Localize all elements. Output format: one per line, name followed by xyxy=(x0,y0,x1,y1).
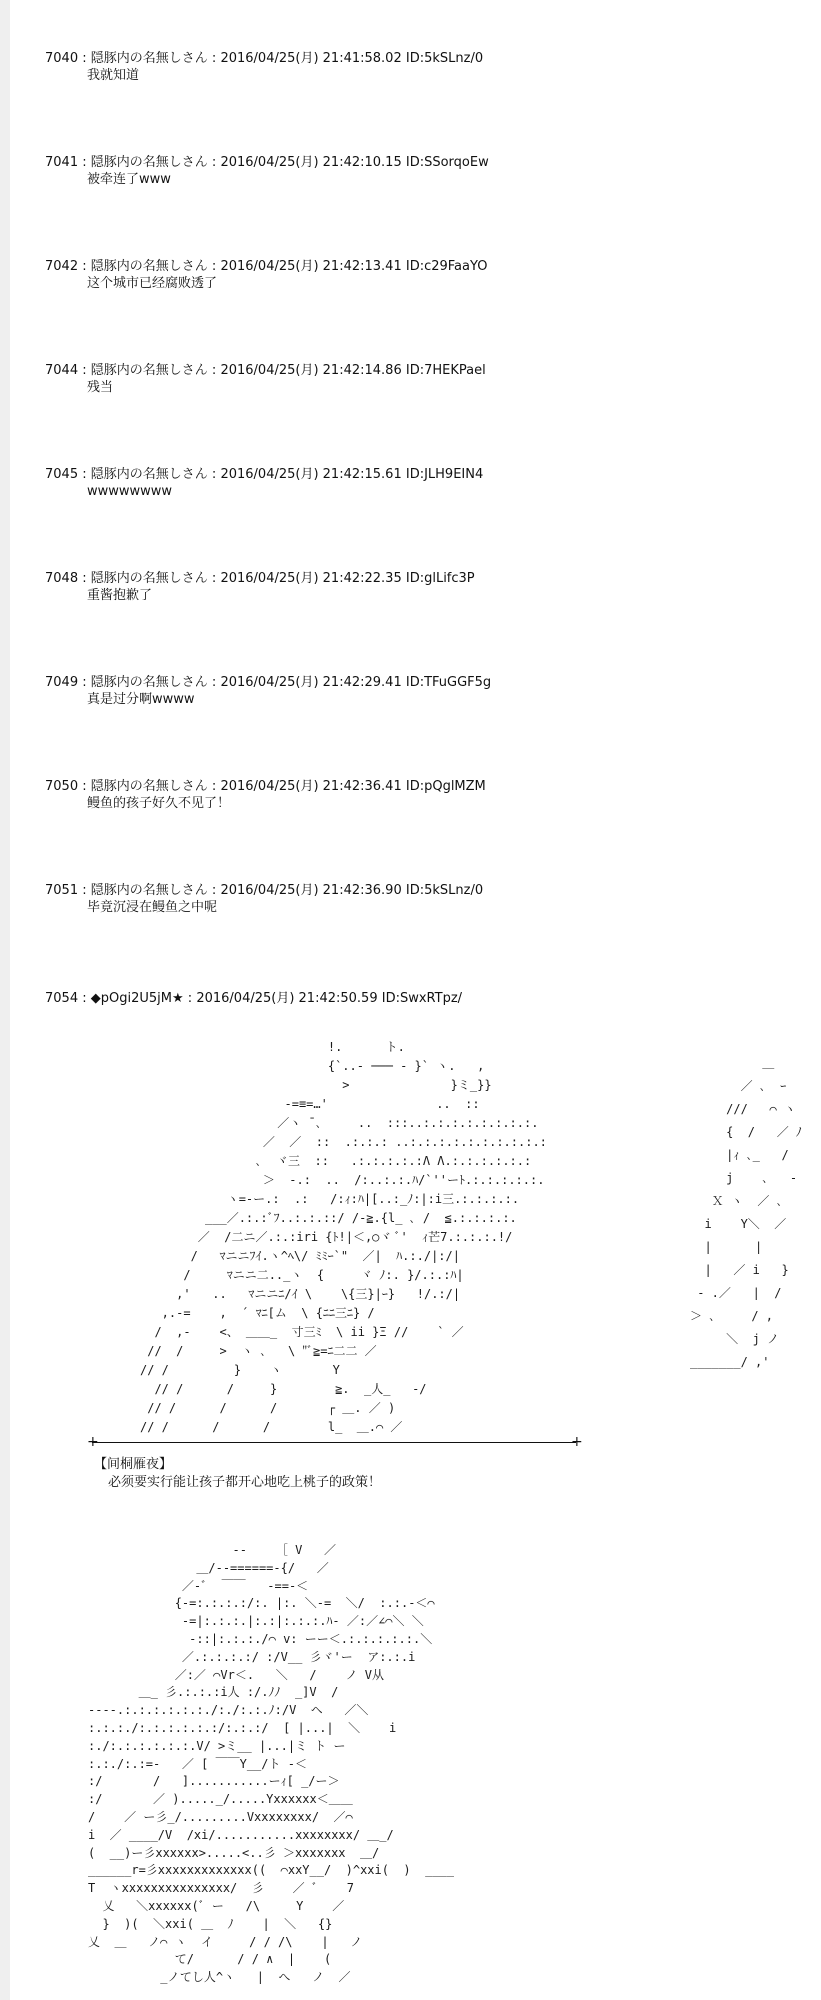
post-header xyxy=(45,362,486,379)
post xyxy=(45,466,483,500)
post-date: 2016/04/25(月) 21:42:13.41 xyxy=(220,259,402,274)
separator: : xyxy=(211,675,217,690)
separator: : xyxy=(82,363,87,378)
op-post-name: ◆pOgi2U5jM★ xyxy=(90,991,184,1006)
separator: : xyxy=(82,51,87,66)
separator: : xyxy=(82,883,87,898)
left-gutter xyxy=(0,0,10,2000)
separator: : xyxy=(211,571,217,586)
separator: : xyxy=(82,155,87,170)
post-body: 这个城市已经腐败透了 xyxy=(87,276,218,291)
op-post xyxy=(45,990,462,1007)
post-id: ID:5kSLnz/0 xyxy=(405,883,484,898)
post-header xyxy=(45,258,487,275)
separator: : xyxy=(211,883,217,898)
post-date: 2016/04/25(月) 21:42:14.86 xyxy=(220,363,402,378)
scale-rule-left-cap: + xyxy=(87,1434,99,1450)
post-date: 2016/04/25(月) 21:42:22.35 xyxy=(220,571,402,586)
separator: : xyxy=(82,675,87,690)
post-header xyxy=(45,882,483,899)
separator: : xyxy=(211,51,217,66)
post-date: 2016/04/25(月) 21:41:58.02 xyxy=(220,51,402,66)
post-name: 隠豚内の名無しさん xyxy=(90,259,208,274)
post-header xyxy=(45,570,475,587)
post-id: ID:JLH9EIN4 xyxy=(405,467,484,482)
post-name: 隠豚内の名無しさん xyxy=(90,675,208,690)
ascii-art-upper-right: ＿ ／ ､ ｰ /// ⌒ ヽ { / ／ ﾉ |ｨ ､_ / j ､ - Ｘ ヽ ／ ､ i Y＼ ／ | | | ／ i } ‐ .／ | / ＞ ､ / , ＼ j ノ _______/ ,' xyxy=(690,1056,802,1369)
post-name: 隠豚内の名無しさん xyxy=(90,51,208,66)
post-number: 7045 xyxy=(45,467,79,482)
op-post-number: 7054 xyxy=(45,991,79,1006)
post-header xyxy=(45,674,491,691)
post-id: ID:pQglMZM xyxy=(405,779,486,794)
op-post-id: ID:SwxRTpz/ xyxy=(381,991,463,1006)
separator: : xyxy=(82,779,87,794)
post-number: 7049 xyxy=(45,675,79,690)
post-date: 2016/04/25(月) 21:42:36.90 xyxy=(220,883,402,898)
separator: : xyxy=(82,467,87,482)
post-header xyxy=(45,778,486,795)
scale-rule-right-cap: + xyxy=(571,1434,583,1450)
scale-rule xyxy=(92,1442,576,1443)
separator: : xyxy=(82,259,87,274)
post-body: 重酱抱歉了 xyxy=(87,588,153,603)
separator: : xyxy=(211,155,217,170)
post-body: 我就知道 xyxy=(87,68,140,83)
post-header xyxy=(45,50,483,67)
op-post-date: 2016/04/25(月) 21:42:50.59 xyxy=(196,991,378,1006)
post-id: ID:c29FaaYO xyxy=(405,259,488,274)
post-number: 7051 xyxy=(45,883,79,898)
post-body: 被牵连了www xyxy=(87,172,171,187)
post-date: 2016/04/25(月) 21:42:29.41 xyxy=(220,675,402,690)
separator: : xyxy=(211,259,217,274)
post-name: 隠豚内の名無しさん xyxy=(90,571,208,586)
post-number: 7044 xyxy=(45,363,79,378)
separator: : xyxy=(187,991,193,1006)
post-number: 7042 xyxy=(45,259,79,274)
post-date: 2016/04/25(月) 21:42:15.61 xyxy=(220,467,402,482)
post-id: ID:SSorqoEw xyxy=(405,155,489,170)
post-body: 残当 xyxy=(87,380,114,395)
ascii-art-upper: !. ト. {`..‐ ─── ‐ }` ヽ. , > }ミ_}} -=≡=…' .. :: ／ヽ ̄ ､ .. :::..:.:.:.:.:.:.:.:. ／ ／ :: .:.:.: ..:.:.:.:.:.:.:.:.:.: ､ ヾ三 :: .:.:.:.:.:Λ Λ.:.:.:.:.:.: ＞ -.: .. /:..:.:.ﾊ/`''ーﾄ.:.:.:.:.:. ヽ=-ー.: .: /:ｨ:ﾊ|[..:_ﾉ:|:i三.:.:.:.:. ___／.:.:ﾞﾌ..:.:.::/ /-≧.{l_ ､ / ≦.:.:.:.:. ／ /二ニ／.:.:iri {ﾄ!|＜,○ヾ ﾞ' ｨ芒7.:.:.:.!/ / ﾏニニﾌｲ.ヽ^ﾍ\/ ﾐﾐｰ`" ／| ﾊ.:./|:/| / ﾏニニ二.._ヽ { ヾ ﾉ:. }/.:.:ﾊ| ,' .. ﾏニニﾆ/ｲ \ \{三}|ｰ} !/.:/| ,.-= , ´ ﾏﾆ[ム \ {ﾆﾆ三ﾆ} / / ,- <、 ＿＿_ 寸三ﾐ \ ii }Ξ // ` ／ // / > ヽ ､ \ "ﾞ≧=ﾆ二二 ／ // / } ヽ Y // / / } ≧. _人_ -/ // / / / ┌ ＿. ／ ) // / / / l_ ＿.⌒ ／ xyxy=(140,1040,547,1434)
post xyxy=(45,778,486,812)
post-id: ID:7HEKPael xyxy=(405,363,486,378)
post-date: 2016/04/25(月) 21:42:36.41 xyxy=(220,779,402,794)
separator: : xyxy=(211,363,217,378)
post-number: 7048 xyxy=(45,571,79,586)
post xyxy=(45,258,487,292)
post-id: ID:TFuGGF5g xyxy=(405,675,492,690)
post-body: 鳗鱼的孩子好久不见了！ xyxy=(87,796,231,811)
op-post-header xyxy=(45,990,462,1007)
post-id: ID:5kSLnz/0 xyxy=(405,51,484,66)
post xyxy=(45,154,489,188)
post-name: 隠豚内の名無しさん xyxy=(90,155,208,170)
post-name: 隠豚内の名無しさん xyxy=(90,363,208,378)
post-date: 2016/04/25(月) 21:42:10.15 xyxy=(220,155,402,170)
post-body: 真是过分啊wwww xyxy=(87,692,195,707)
separator: : xyxy=(82,991,87,1006)
post-name: 隠豚内の名無しさん xyxy=(90,883,208,898)
post-body: 毕竟沉浸在鳗鱼之中呢 xyxy=(87,900,218,915)
post xyxy=(45,50,483,84)
post-number: 7040 xyxy=(45,51,79,66)
post-header xyxy=(45,154,489,171)
post-number: 7050 xyxy=(45,779,79,794)
post-name: 隠豚内の名無しさん xyxy=(90,467,208,482)
post-name: 隠豚内の名無しさん xyxy=(90,779,208,794)
ascii-art-lower: ‐‐ ［ V ／ ＿/--======-{/ ／ ／-ﾞ ￣￣ ‐==-＜ {-=:.:.:.:/:. |:. ＼-= ＼/ :.:.-＜⌒ -=|:.:.:.|:.:|:.:.:.ﾊ- ／:／∠⌒＼ ＼ -::|:.:.:./⌒ v: ーー＜.:.:.:.:.:.＼ ／.:.:.:.:/ :/V__ 彡ヾ'ー ア:.:.i ／:／ ⌒Vr＜. ＼ / ノ V从 ＿_ 彡.:.:.:i人 :/.ﾉﾉ _]V / --‐‐.:.:.:.:.:.:./:./:.:.ﾉ:/V ヘ ／＼ :.:.:./:.:.:.:.:.:/:.:.:/ [ |...| ＼ i :./:.:.:.:.:.:.V/ >ミ__ |...|ミ ト ー :.:./:.:=- ／ [ ￣￣Y__/ト -＜ :/ / ]...........ーｨ[ _/ー＞ :/ ／ )....._/.....Yxxxxxx＜＿＿ / ／ ー彡_/.........Vxxxxxxxx/ ／⌒ i ／ ____/V /xi/...........xxxxxxxx/ ＿_/ ( __)ー彡xxxxxx>.....<..彡 ＞xxxxxxx ＿/ ______r=彡xxxxxxxxxxxxx(( ⌒xxY__/ )^xxi( ) ____ T ヽxxxxxxxxxxxxxxx/ 彡 ／ ﾞ 7 乂 ＼xxxxxx(ﾞ ー /\ Y ／ } )( ＼xxi( ＿ ﾉ | ＼ {} 乂 ＿ ノ⌒ ヽ イ / / /\ | ノ て/ / / ∧ | ( _ノてし人^ヽ | へ ノ ／ xyxy=(88,1543,455,1985)
caption-speaker: 【间桐雁夜】 xyxy=(94,1457,173,1472)
post-header xyxy=(45,466,483,483)
post-id: ID:glLifc3P xyxy=(405,571,475,586)
post-number: 7041 xyxy=(45,155,79,170)
post xyxy=(45,674,491,708)
post xyxy=(45,362,486,396)
caption-dialog: 必须要实行能让孩子都开心地吃上桃子的政策！ xyxy=(108,1475,382,1490)
separator: : xyxy=(211,467,217,482)
separator: : xyxy=(82,571,87,586)
separator: : xyxy=(211,779,217,794)
post xyxy=(45,882,483,916)
caption xyxy=(94,1456,381,1492)
post xyxy=(45,570,475,604)
post-body: wwwwwwww xyxy=(87,484,173,499)
